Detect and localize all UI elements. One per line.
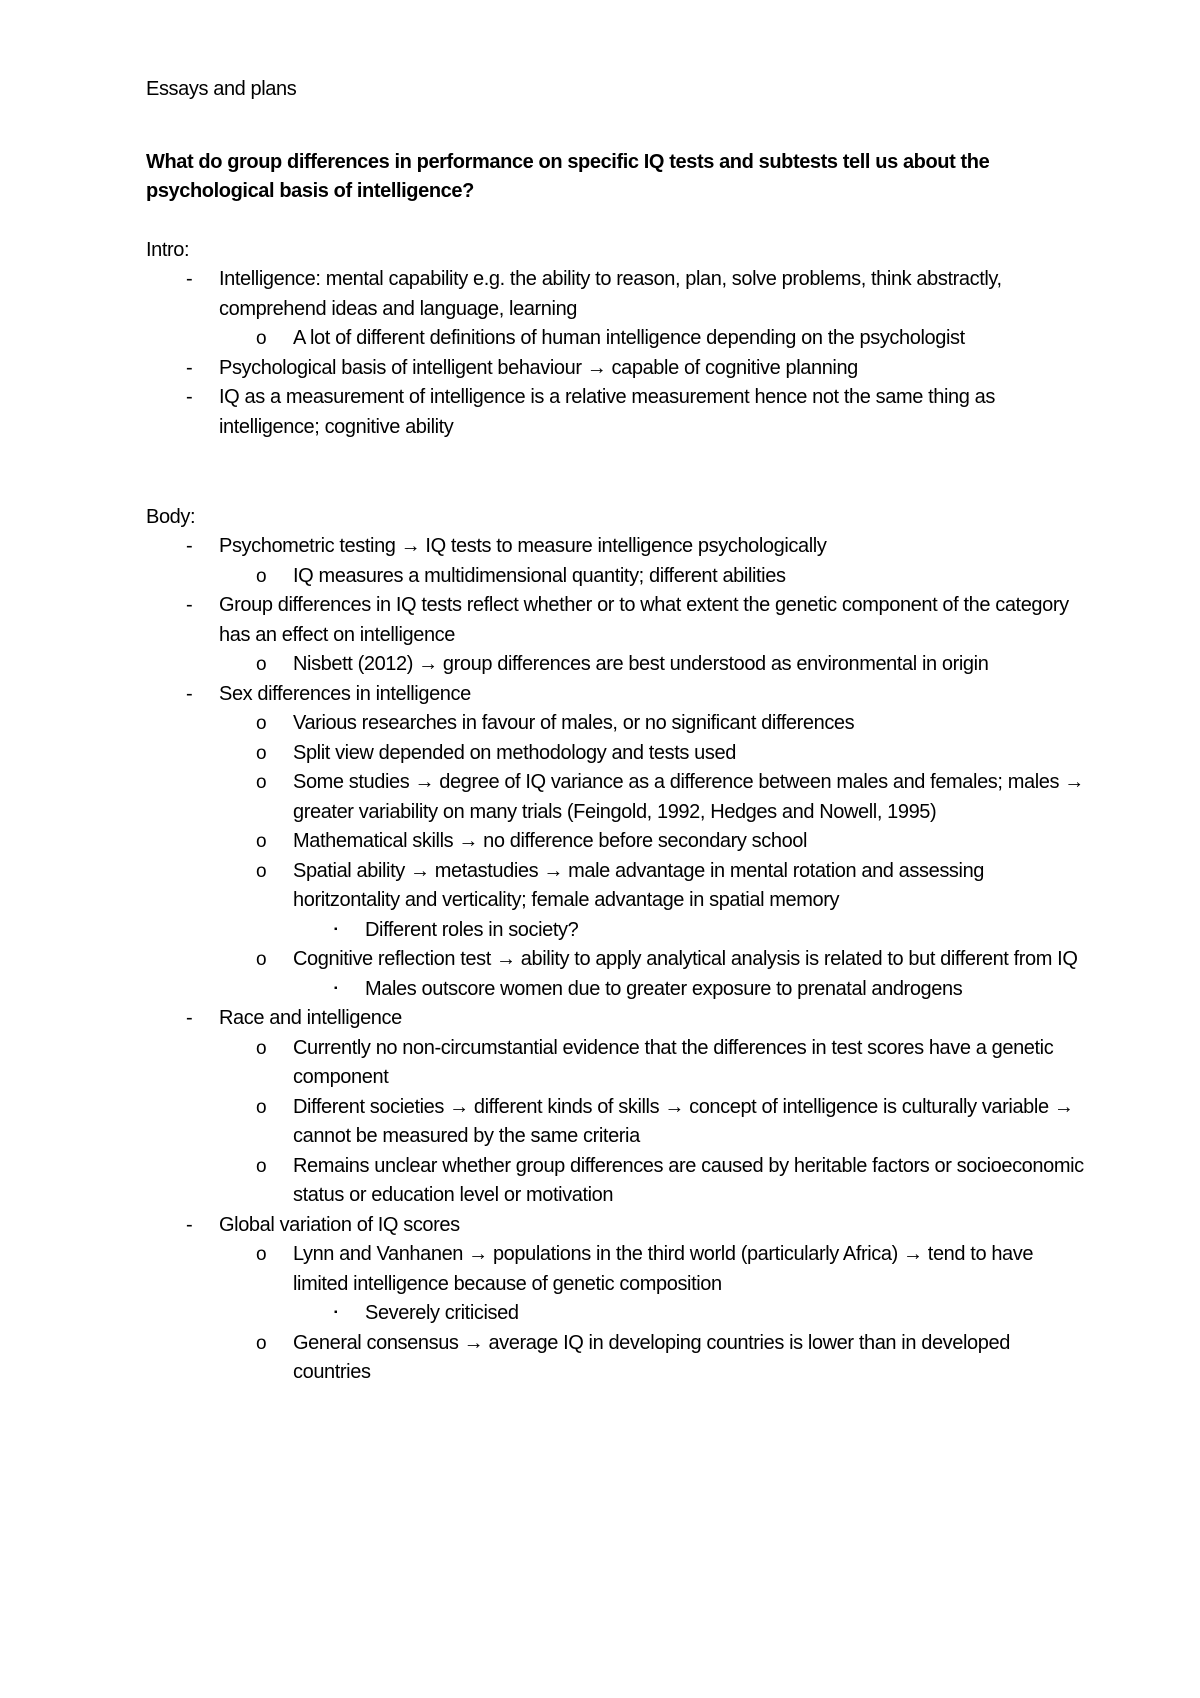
list-item bbox=[146, 739, 1086, 769]
item-text: Different roles in society? bbox=[365, 918, 579, 941]
dash-bullet-icon: - bbox=[186, 682, 193, 705]
item-text: Males outscore women due to greater exposure to prenatal androgens bbox=[365, 977, 963, 1000]
circle-bullet-icon: o bbox=[256, 949, 267, 970]
item-text: Race and intelligence bbox=[219, 1007, 402, 1029]
item-text: Various researches in favour of males, or no significant differences bbox=[293, 712, 855, 734]
list-item bbox=[146, 1240, 1086, 1299]
item-text: General consensus → average IQ in developing countries is lower than in developed countries bbox=[293, 1331, 1010, 1383]
circle-bullet-icon: o bbox=[256, 772, 267, 793]
list-item bbox=[146, 975, 1086, 1005]
item-text: Remains unclear whether group differences are caused by heritable factors or socioeconomic status or education level or motivation bbox=[293, 1154, 1084, 1206]
item-text: Currently no non-circumstantial evidence that the differences in test scores have a genetic component bbox=[293, 1036, 1054, 1088]
circle-bullet-icon: o bbox=[256, 328, 267, 349]
list-item bbox=[146, 562, 1086, 592]
item-text: IQ measures a multidimensional quantity; different abilities bbox=[293, 564, 786, 587]
dash-bullet-icon: - bbox=[186, 268, 193, 290]
circle-bullet-icon: o bbox=[256, 742, 267, 764]
item-text: A lot of different definitions of human intelligence depending on the psychologist bbox=[293, 327, 965, 349]
circle-bullet-icon: o bbox=[256, 831, 267, 852]
list-item bbox=[146, 1004, 1086, 1034]
item-text: Intelligence: mental capability e.g. the ability to reason, plan, solve problems, think abstractly, comprehend ideas and language, learning bbox=[219, 268, 1002, 320]
item-text: Global variation of IQ scores bbox=[219, 1213, 460, 1236]
list-item bbox=[146, 1299, 1086, 1329]
dash-bullet-icon: - bbox=[186, 594, 193, 616]
body-heading: Body: bbox=[146, 506, 196, 528]
list-item bbox=[146, 354, 1086, 384]
item-text: Nisbett (2012) → group differences are best understood as environmental in origin bbox=[293, 653, 989, 675]
circle-bullet-icon: o bbox=[256, 860, 267, 882]
circle-bullet-icon: o bbox=[256, 1037, 267, 1059]
circle-bullet-icon: o bbox=[256, 565, 267, 587]
item-text: Some studies → degree of IQ variance as a difference between males and females; males → greater variability on many trials (Feingold, 1992, Hedges and Nowell, 1995) bbox=[293, 771, 1084, 823]
list-item bbox=[146, 532, 1086, 562]
circle-bullet-icon: o bbox=[256, 1096, 267, 1118]
list-item bbox=[146, 1093, 1086, 1152]
document-title: Essays and plans bbox=[146, 78, 297, 100]
list-item bbox=[146, 945, 1086, 975]
list-item bbox=[146, 324, 1086, 354]
list-item bbox=[146, 650, 1086, 680]
item-text: Sex differences in intelligence bbox=[219, 682, 471, 705]
item-text: Cognitive reflection test → ability to apply analytical analysis is related to but different from IQ bbox=[293, 948, 1078, 970]
list-item bbox=[146, 1034, 1086, 1093]
essay-question: What do group differences in performance on specific IQ tests and subtests tell us about the psychological basis of intelligence? bbox=[146, 151, 990, 202]
body-list bbox=[146, 532, 1086, 1388]
item-text: Mathematical skills → no difference before secondary school bbox=[293, 830, 808, 852]
item-text: Lynn and Vanhanen → populations in the third world (particularly Africa) → tend to have limited intelligence because of genetic composition bbox=[293, 1243, 1034, 1295]
item-text: Psychological basis of intelligent behaviour → capable of cognitive planning bbox=[219, 356, 858, 379]
item-text: Group differences in IQ tests reflect whether or to what extent the genetic component of the category has an effect on intelligence bbox=[219, 594, 1069, 646]
intro-heading: Intro: bbox=[146, 239, 190, 261]
list-item bbox=[146, 680, 1086, 710]
list-item bbox=[146, 768, 1086, 827]
list-item bbox=[146, 1329, 1086, 1388]
list-item bbox=[146, 591, 1086, 650]
dash-bullet-icon: - bbox=[186, 1213, 193, 1236]
item-text: IQ as a measurement of intelligence is a relative measurement hence not the same thing as intelligence; cognitive ability bbox=[219, 386, 995, 438]
list-item bbox=[146, 383, 1086, 442]
item-text: Severely criticised bbox=[365, 1302, 519, 1324]
square-bullet-icon: ▪ bbox=[334, 923, 338, 935]
list-item bbox=[146, 265, 1086, 324]
circle-bullet-icon: o bbox=[256, 1332, 267, 1354]
intro-list bbox=[146, 265, 1086, 442]
item-text: Split view depended on methodology and tests used bbox=[293, 741, 736, 764]
list-item bbox=[146, 916, 1086, 946]
list-item bbox=[146, 1152, 1086, 1211]
square-bullet-icon: ▪ bbox=[334, 1307, 338, 1318]
square-bullet-icon: ▪ bbox=[334, 982, 338, 994]
dash-bullet-icon: - bbox=[186, 386, 193, 408]
list-item bbox=[146, 1211, 1086, 1241]
circle-bullet-icon: o bbox=[256, 1244, 267, 1265]
circle-bullet-icon: o bbox=[256, 654, 267, 675]
list-item bbox=[146, 827, 1086, 857]
list-item bbox=[146, 709, 1086, 739]
list-item bbox=[146, 857, 1086, 916]
item-text: Psychometric testing → IQ tests to measure intelligence psychologically bbox=[219, 535, 827, 557]
circle-bullet-icon: o bbox=[256, 713, 267, 734]
dash-bullet-icon: - bbox=[186, 535, 193, 557]
circle-bullet-icon: o bbox=[256, 1155, 267, 1177]
dash-bullet-icon: - bbox=[186, 356, 193, 379]
item-text: Different societies → different kinds of skills → concept of intelligence is culturally variable → cannot be measured by the same criteria bbox=[293, 1095, 1074, 1147]
dash-bullet-icon: - bbox=[186, 1007, 193, 1029]
item-text: Spatial ability → metastudies → male advantage in mental rotation and assessing horitzontality and verticality; female advantage in spatial memory bbox=[293, 859, 985, 911]
